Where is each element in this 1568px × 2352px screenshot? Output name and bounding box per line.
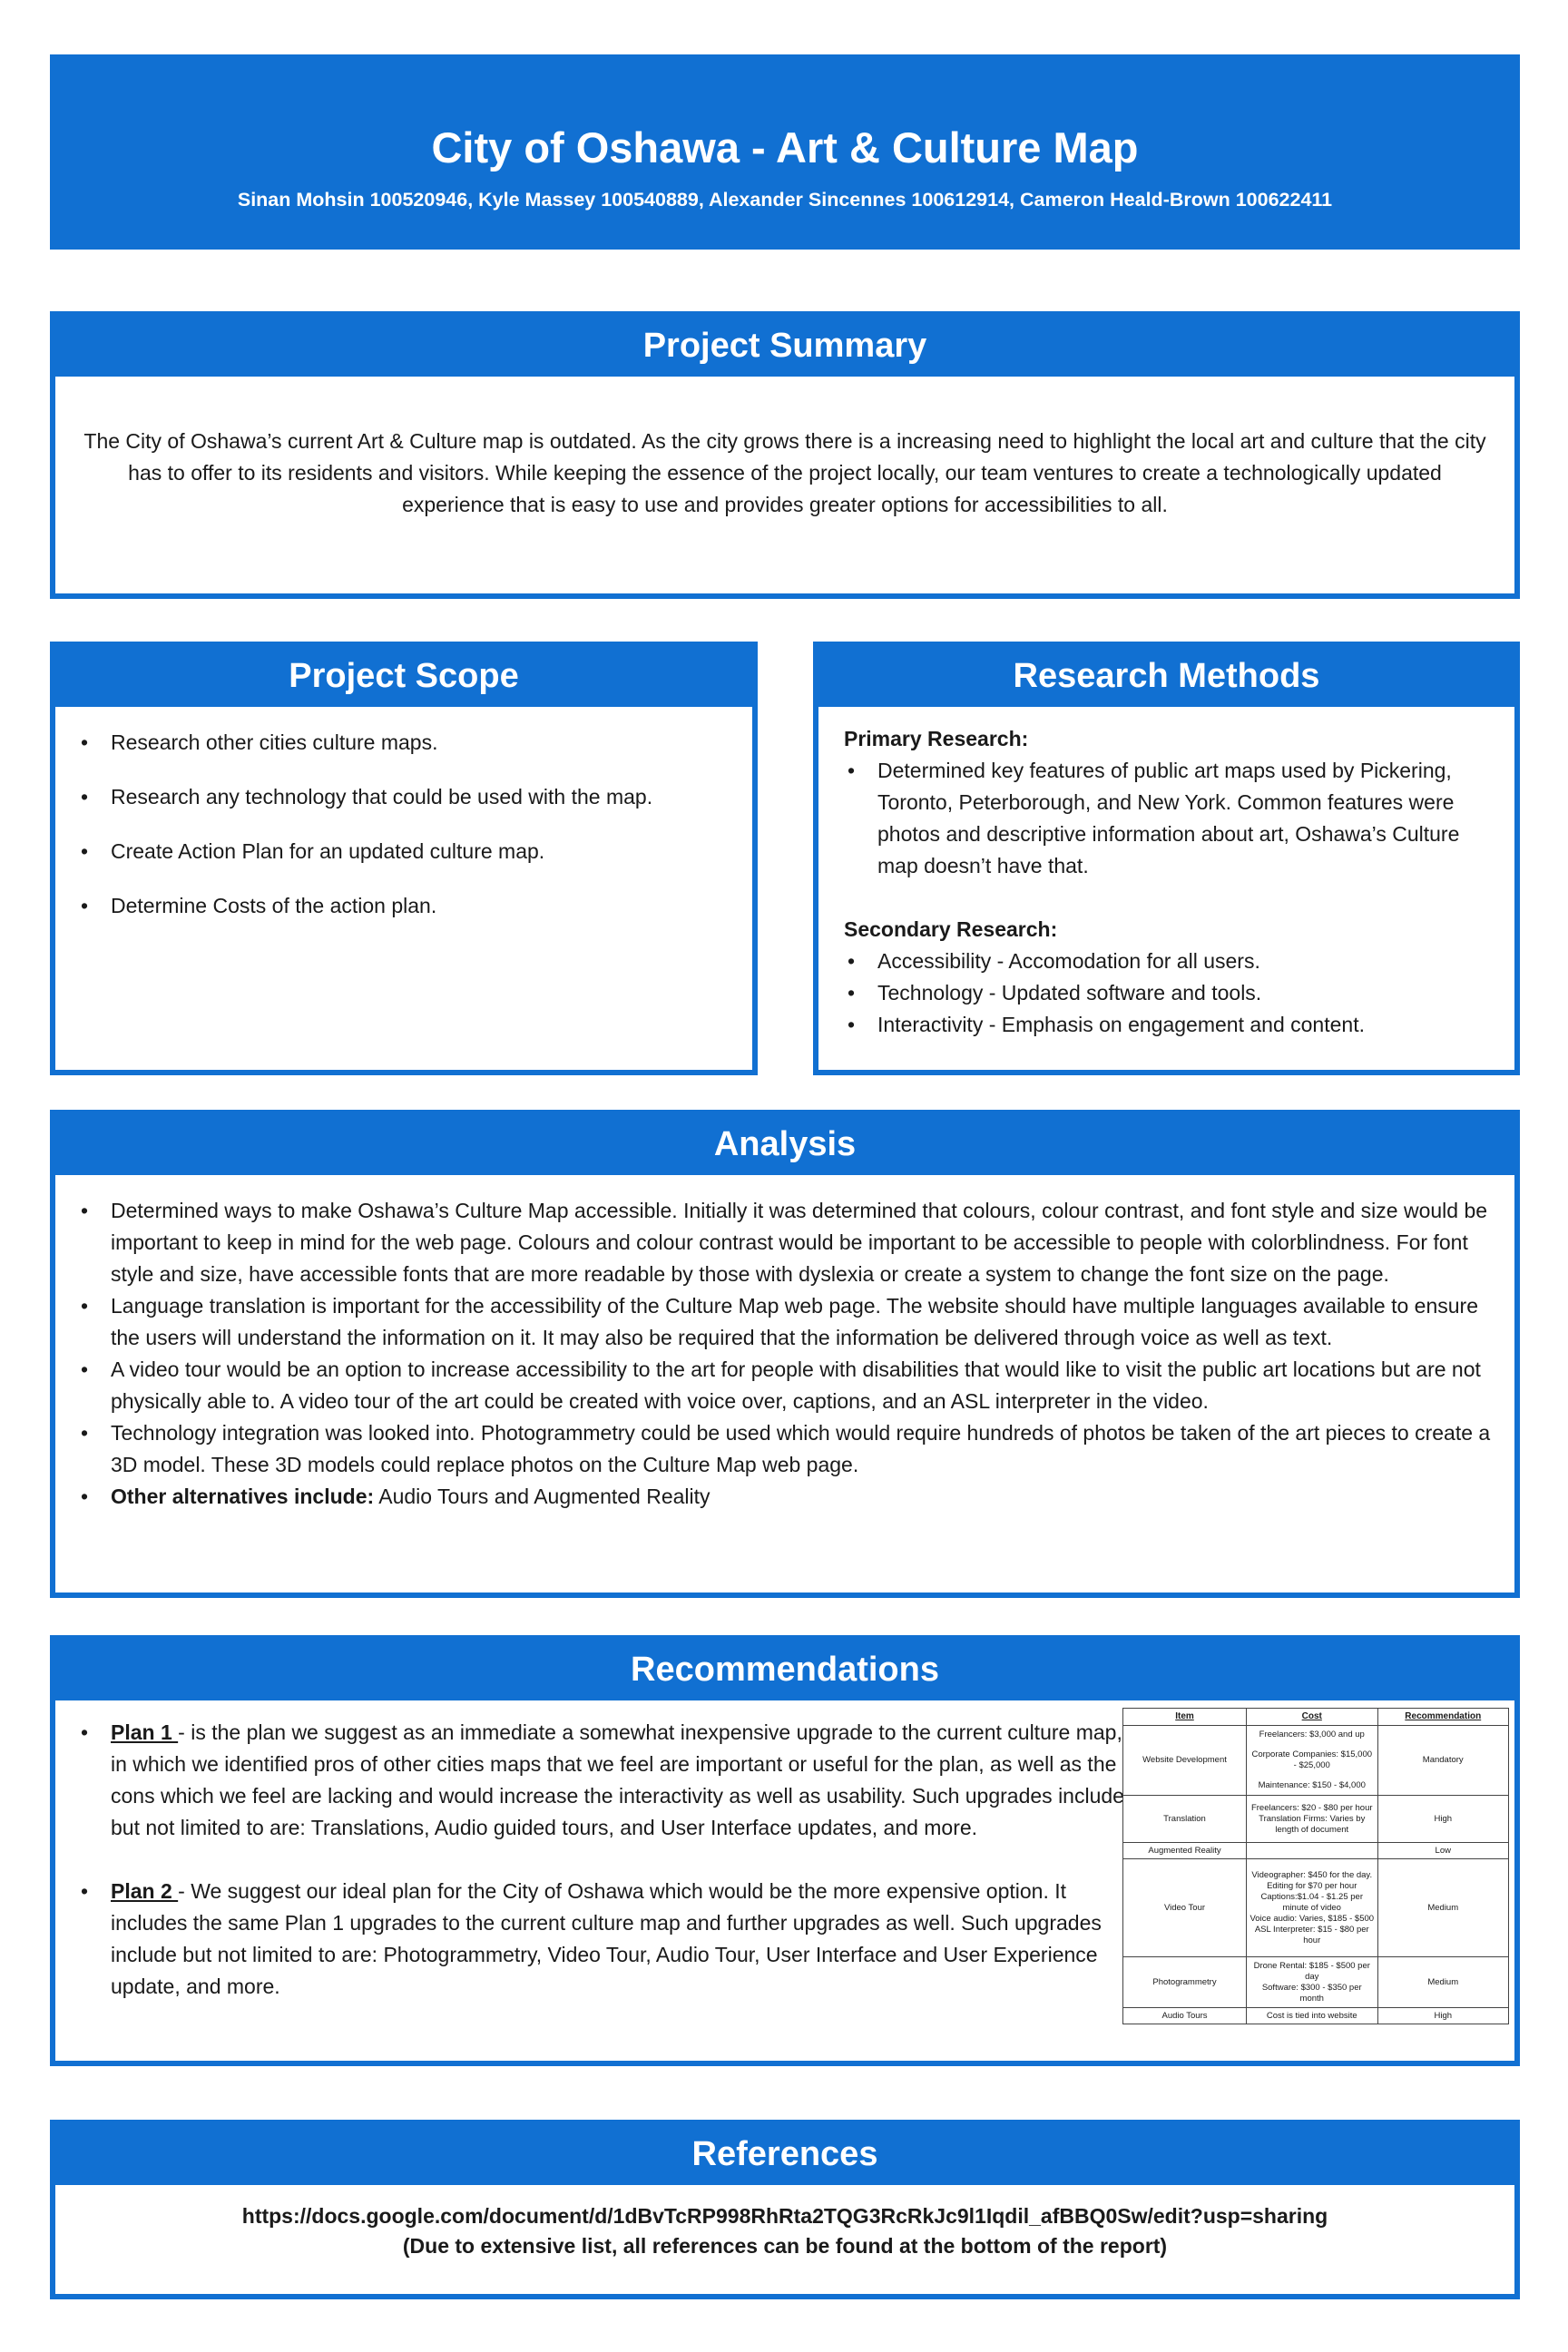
plan2-label: Plan 2 <box>111 1879 179 1903</box>
table-cell: Website Development <box>1123 1726 1247 1796</box>
list-item: • Research any technology that could be used with the map. <box>77 781 730 813</box>
table-cell: Audio Tours <box>1123 2008 1247 2024</box>
analysis-list <box>77 1195 1493 1513</box>
table-cell <box>1247 1796 1378 1843</box>
table-cell <box>1247 1859 1378 1957</box>
col-header-recommendation: Recommendation <box>1377 1709 1509 1726</box>
cost-line: Videographer: $450 for the day. Editing for $70 per hour <box>1251 1869 1373 1891</box>
secondary-research-label: Secondary Research: <box>844 917 1058 941</box>
secondary-research-list <box>844 946 1493 1041</box>
project-scope-heading: Project Scope <box>289 657 519 695</box>
table-cell: High <box>1377 1796 1509 1843</box>
table-cell: Cost is tied into website <box>1247 2008 1378 2024</box>
list-item: • Determined ways to make Oshawa’s Culture Map accessible. Initially it was determined that colours, colour contrast, and font style and size would be important to keep in mind for the web page. Colours and colour contrast would be important to be accessible to people with colorblindness. For font style and size, have accessible fonts that are more readable by those with dyslexia or create a system to change the font size on the page. <box>77 1195 1493 1290</box>
recommendations-panel <box>50 1635 1520 2066</box>
list-item: • A video tour would be an option to increase accessibility to the art for people with disabilities that would like to visit the public art locations but are not physically able to. A video tour of the art could be created with voice over, captions, and an ASL interpreter in the video. <box>77 1354 1493 1417</box>
table-row <box>1123 1843 1509 1859</box>
table-row <box>1123 1859 1509 1957</box>
table-cell: Photogrammetry <box>1123 1957 1247 2008</box>
list-item: • Technology - Updated software and tools. <box>844 977 1493 1009</box>
list-item: • Accessibility - Accomodation for all users. <box>844 946 1493 977</box>
references-heading: References <box>691 2135 878 2173</box>
project-summary-panel <box>50 311 1520 599</box>
table-row <box>1123 1957 1509 2008</box>
analysis-heading: Analysis <box>713 1125 857 1163</box>
col-header-cost: Cost <box>1247 1709 1378 1726</box>
list-item: • Research other cities culture maps. <box>77 727 730 759</box>
table-cell: Video Tour <box>1123 1859 1247 1957</box>
project-scope-list <box>77 727 730 922</box>
project-summary-text: The City of Oshawa’s current Art & Culture map is outdated. As the city grows there is a increasing need to highlight the local art and culture that the city has to offer to its residents and visitors. While keeping the essence of the project locally, our team ventures to create a technologically updated experience that is easy to use and provides greater options for accessibilities to all. <box>83 429 1486 516</box>
table-cell: Mandatory <box>1377 1726 1509 1796</box>
plan1-text: - is the plan we suggest as an immediate a somewhat inexpensive upgrade to the current culture map, in which we identified pros of other cities maps that we feel are important or useful for the plan, as well as the cons which we feel are lacking and would increase the interactivity as well as usability. Such upgrades include but not limited to are: Translations, Audio guided tours, and User Interface updates, and more. <box>111 1720 1124 1839</box>
analysis-panel <box>50 1110 1520 1598</box>
table-cell: Translation <box>1123 1796 1247 1843</box>
plans-list <box>77 1717 1125 2003</box>
list-item <box>77 1481 1493 1513</box>
list-item: • Determine Costs of the action plan. <box>77 890 730 922</box>
cost-table <box>1122 1708 1509 2024</box>
table-cell <box>1247 1957 1378 2008</box>
cost-line: Corporate Companies: $15,000 - $25,000 <box>1251 1749 1373 1770</box>
project-scope-panel <box>50 642 758 1075</box>
page-title: City of Oshawa - Art & Culture Map <box>431 123 1139 172</box>
col-header-item: Item <box>1123 1709 1247 1726</box>
table-cell <box>1247 1726 1378 1796</box>
plan1-label: Plan 1 <box>111 1720 179 1744</box>
list-item: • Determined key features of public art maps used by Pickering, Toronto, Peterborough, and New York. Common features were photos and descriptive information about art, Oshawa’s Culture map doesn’t have that. <box>844 755 1493 882</box>
table-header-row <box>1123 1709 1509 1726</box>
primary-research-label: Primary Research: <box>844 727 1029 750</box>
table-row <box>1123 2008 1509 2024</box>
cost-line: Freelancers: $20 - $80 per hour <box>1250 1802 1373 1813</box>
table-cell: Medium <box>1377 1957 1509 2008</box>
alternatives-text: Audio Tours and Augmented Reality <box>374 1485 710 1508</box>
author-list: Sinan Mohsin 100520946, Kyle Massey 100540889, Alexander Sincennes 100612914, Cameron Heald-Brown 100622411 <box>237 189 1333 211</box>
recommendations-heading: Recommendations <box>631 1651 939 1689</box>
research-methods-panel <box>813 642 1520 1075</box>
cost-line: Translation Firms: Varies by length of document <box>1259 1813 1366 1835</box>
cost-line: Maintenance: $150 - $4,000 <box>1258 1780 1366 1790</box>
list-item: • Technology integration was looked into. Photogrammetry could be used which would require hundreds of photos be taken of the art pieces to create a 3D model. These 3D models could replace photos on the Culture Map web page. <box>77 1417 1493 1481</box>
references-panel <box>50 2120 1520 2299</box>
table-cell: High <box>1377 2008 1509 2024</box>
research-methods-heading: Research Methods <box>1013 657 1320 695</box>
list-item <box>77 1876 1125 2003</box>
list-item: • Language translation is important for the accessibility of the Culture Map web page. The website should have multiple languages available to ensure the users will understand the information on it. It may also be required that the information be delivered through voice as well as text. <box>77 1290 1493 1354</box>
table-row <box>1123 1796 1509 1843</box>
table-cell: Medium <box>1377 1859 1509 1957</box>
list-item: • Interactivity - Emphasis on engagement and content. <box>844 1009 1493 1041</box>
cost-table-wrapper <box>1122 1708 1509 2024</box>
references-note: (Due to extensive list, all references can be found at the bottom of the report) <box>402 2234 1168 2258</box>
reference-link[interactable]: https://docs.google.com/document/d/1dBvTcRP998RhRta2TQG3RcRkJc9l1Iqdil_afBBQ0Sw/edit?usp=sharing <box>241 2204 1328 2228</box>
table-cell: Augmented Reality <box>1123 1843 1247 1859</box>
title-banner <box>50 54 1520 250</box>
plan2-text: - We suggest our ideal plan for the City of Oshawa which would be the more expensive option. It includes the same Plan 1 upgrades to the current culture map and further upgrades as well. Such upgrades include but not limited to are: Photogrammetry, Video Tour, Audio Tour, User Interface and User Experience update, and more. <box>111 1879 1102 1998</box>
cost-line: Captions:$1.04 - $1.25 per minute of video <box>1260 1891 1363 1913</box>
alternatives-label: Other alternatives include: <box>111 1485 375 1508</box>
cost-line: ASL Interpreter: $15 - $80 per hour <box>1254 1924 1369 1945</box>
cost-line: Drone Rental: $185 - $500 per day <box>1253 1960 1370 1982</box>
list-item <box>77 1717 1125 1844</box>
list-item: • Create Action Plan for an updated culture map. <box>77 836 730 867</box>
table-cell: Low <box>1377 1843 1509 1859</box>
cost-line: Software: $300 - $350 per month <box>1261 1982 1362 2004</box>
table-row <box>1123 1726 1509 1796</box>
cost-line: Voice audio: Varies, $185 - $500 <box>1250 1913 1375 1924</box>
primary-research-list <box>844 755 1493 882</box>
table-cell <box>1247 1843 1378 1859</box>
cost-line: Freelancers: $3,000 and up <box>1259 1730 1365 1740</box>
project-summary-heading: Project Summary <box>642 327 927 365</box>
